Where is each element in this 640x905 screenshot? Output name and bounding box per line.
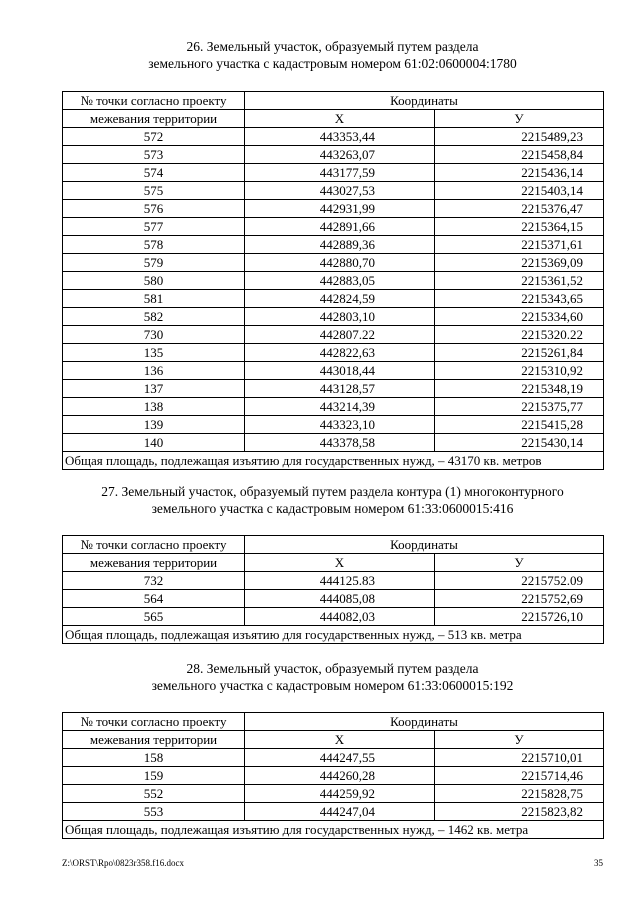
table-row xyxy=(63,785,604,803)
total-area: Общая площадь, подлежащая изъятию для государственных нужд, – 513 кв. метра xyxy=(63,626,604,644)
file-path: Z:\ORST\Rpo\0823r358.f16.docx xyxy=(62,858,184,868)
point-number-cell: 730 xyxy=(63,326,245,344)
coordinates-table xyxy=(62,535,604,644)
section-26 xyxy=(62,38,603,470)
y-coordinate-cell: 2215823,82 xyxy=(435,803,604,821)
section-28 xyxy=(62,660,603,839)
x-coordinate-cell: 443027,53 xyxy=(245,182,435,200)
point-number-cell: 159 xyxy=(63,767,245,785)
table-row xyxy=(63,380,604,398)
point-number-cell: 579 xyxy=(63,254,245,272)
table-row xyxy=(63,590,604,608)
y-coordinate-cell: 2215828,75 xyxy=(435,785,604,803)
table-row xyxy=(63,128,604,146)
table-row xyxy=(63,146,604,164)
section-title-line2: земельного участка с кадастровым номером 61:02:0600004:1780 xyxy=(148,56,517,71)
y-coordinate-cell: 2215364,15 xyxy=(435,218,604,236)
y-coordinate-cell: 2215369,09 xyxy=(435,254,604,272)
table-body xyxy=(63,572,604,626)
x-coordinate-cell: 442803,10 xyxy=(245,308,435,326)
y-coordinate-cell: 2215752,69 xyxy=(435,590,604,608)
section-title-line1: 26. Земельный участок, образуемый путем раздела xyxy=(186,39,479,54)
y-coordinate-cell: 2215710,01 xyxy=(435,749,604,767)
table-row xyxy=(63,608,604,626)
point-number-cell: 577 xyxy=(63,218,245,236)
x-coordinate-cell: 442822,63 xyxy=(245,344,435,362)
table-row xyxy=(63,362,604,380)
point-number-cell: 552 xyxy=(63,785,245,803)
x-coordinate-cell: 444125.83 xyxy=(245,572,435,590)
header-point-number: № точки согласно проекту xyxy=(63,536,245,554)
table-row xyxy=(63,290,604,308)
x-coordinate-cell: 443214,39 xyxy=(245,398,435,416)
header-coordinates: Координаты xyxy=(245,92,604,110)
point-number-cell: 135 xyxy=(63,344,245,362)
y-coordinate-cell: 2215361,52 xyxy=(435,272,604,290)
table-row xyxy=(63,803,604,821)
y-coordinate-cell: 2215403,14 xyxy=(435,182,604,200)
point-number-cell: 576 xyxy=(63,200,245,218)
header-x: Х xyxy=(245,554,435,572)
header-x: Х xyxy=(245,731,435,749)
point-number-cell: 553 xyxy=(63,803,245,821)
table-row xyxy=(63,767,604,785)
section-title-line1: 27. Земельный участок, образуемый путем раздела контура (1) многоконтурного xyxy=(101,484,564,499)
point-number-cell: 575 xyxy=(63,182,245,200)
point-number-cell: 581 xyxy=(63,290,245,308)
header-point-number-sub: межевания территории xyxy=(63,731,245,749)
y-coordinate-cell: 2215436,14 xyxy=(435,164,604,182)
total-area: Общая площадь, подлежащая изъятию для государственных нужд, – 43170 кв. метров xyxy=(63,452,604,470)
y-coordinate-cell: 2215752.09 xyxy=(435,572,604,590)
point-number-cell: 140 xyxy=(63,434,245,452)
y-coordinate-cell: 2215430,14 xyxy=(435,434,604,452)
table-body xyxy=(63,128,604,452)
x-coordinate-cell: 443128,57 xyxy=(245,380,435,398)
header-point-number-sub: межевания территории xyxy=(63,554,245,572)
x-coordinate-cell: 442891,66 xyxy=(245,218,435,236)
table-body xyxy=(63,749,604,821)
x-coordinate-cell: 444085,08 xyxy=(245,590,435,608)
point-number-cell: 565 xyxy=(63,608,245,626)
y-coordinate-cell: 2215714,46 xyxy=(435,767,604,785)
point-number-cell: 158 xyxy=(63,749,245,767)
point-number-cell: 574 xyxy=(63,164,245,182)
y-coordinate-cell: 2215415,28 xyxy=(435,416,604,434)
header-point-number: № точки согласно проекту xyxy=(63,713,245,731)
x-coordinate-cell: 444082,03 xyxy=(245,608,435,626)
table-row xyxy=(63,398,604,416)
point-number-cell: 137 xyxy=(63,380,245,398)
table-row xyxy=(63,749,604,767)
x-coordinate-cell: 442931,99 xyxy=(245,200,435,218)
y-coordinate-cell: 2215348,19 xyxy=(435,380,604,398)
x-coordinate-cell: 444247,04 xyxy=(245,803,435,821)
header-y: У xyxy=(435,554,604,572)
header-point-number: № точки согласно проекту xyxy=(63,92,245,110)
section-27 xyxy=(62,483,603,644)
coordinates-table xyxy=(62,91,604,470)
total-area: Общая площадь, подлежащая изъятию для государственных нужд, – 1462 кв. метра xyxy=(63,821,604,839)
x-coordinate-cell: 443353,44 xyxy=(245,128,435,146)
header-coordinates: Координаты xyxy=(245,536,604,554)
table-row xyxy=(63,308,604,326)
y-coordinate-cell: 2215375,77 xyxy=(435,398,604,416)
x-coordinate-cell: 442889,36 xyxy=(245,236,435,254)
y-coordinate-cell: 2215261,84 xyxy=(435,344,604,362)
table-row xyxy=(63,182,604,200)
table-row xyxy=(63,344,604,362)
table-row xyxy=(63,164,604,182)
y-coordinate-cell: 2215310,92 xyxy=(435,362,604,380)
table-row xyxy=(63,434,604,452)
x-coordinate-cell: 443323,10 xyxy=(245,416,435,434)
coordinates-table xyxy=(62,712,604,839)
y-coordinate-cell: 2215343,65 xyxy=(435,290,604,308)
point-number-cell: 564 xyxy=(63,590,245,608)
point-number-cell: 136 xyxy=(63,362,245,380)
x-coordinate-cell: 442883,05 xyxy=(245,272,435,290)
y-coordinate-cell: 2215334,60 xyxy=(435,308,604,326)
y-coordinate-cell: 2215371,61 xyxy=(435,236,604,254)
section-title-line1: 28. Земельный участок, образуемый путем раздела xyxy=(186,661,479,676)
table-row xyxy=(63,218,604,236)
y-coordinate-cell: 2215489,23 xyxy=(435,128,604,146)
y-coordinate-cell: 2215376,47 xyxy=(435,200,604,218)
x-coordinate-cell: 444259,92 xyxy=(245,785,435,803)
point-number-cell: 732 xyxy=(63,572,245,590)
section-title-line2: земельного участка с кадастровым номером 61:33:0600015:416 xyxy=(151,501,514,516)
point-number-cell: 582 xyxy=(63,308,245,326)
point-number-cell: 139 xyxy=(63,416,245,434)
x-coordinate-cell: 443018,44 xyxy=(245,362,435,380)
y-coordinate-cell: 2215458,84 xyxy=(435,146,604,164)
x-coordinate-cell: 444247,55 xyxy=(245,749,435,767)
table-row xyxy=(63,200,604,218)
x-coordinate-cell: 444260,28 xyxy=(245,767,435,785)
point-number-cell: 572 xyxy=(63,128,245,146)
x-coordinate-cell: 443378,58 xyxy=(245,434,435,452)
table-row xyxy=(63,236,604,254)
table-row xyxy=(63,572,604,590)
table-row xyxy=(63,254,604,272)
header-y: У xyxy=(435,110,604,128)
y-coordinate-cell: 2215726,10 xyxy=(435,608,604,626)
x-coordinate-cell: 442824,59 xyxy=(245,290,435,308)
header-point-number-sub: межевания территории xyxy=(63,110,245,128)
x-coordinate-cell: 443263,07 xyxy=(245,146,435,164)
x-coordinate-cell: 442880,70 xyxy=(245,254,435,272)
header-x: Х xyxy=(245,110,435,128)
section-title-line2: земельного участка с кадастровым номером 61:33:0600015:192 xyxy=(151,678,514,693)
page-number: 35 xyxy=(594,858,603,868)
x-coordinate-cell: 442807.22 xyxy=(245,326,435,344)
point-number-cell: 580 xyxy=(63,272,245,290)
x-coordinate-cell: 443177,59 xyxy=(245,164,435,182)
header-coordinates: Координаты xyxy=(245,713,604,731)
point-number-cell: 578 xyxy=(63,236,245,254)
point-number-cell: 138 xyxy=(63,398,245,416)
table-row xyxy=(63,326,604,344)
table-row xyxy=(63,416,604,434)
table-row xyxy=(63,272,604,290)
y-coordinate-cell: 2215320.22 xyxy=(435,326,604,344)
header-y: У xyxy=(435,731,604,749)
point-number-cell: 573 xyxy=(63,146,245,164)
